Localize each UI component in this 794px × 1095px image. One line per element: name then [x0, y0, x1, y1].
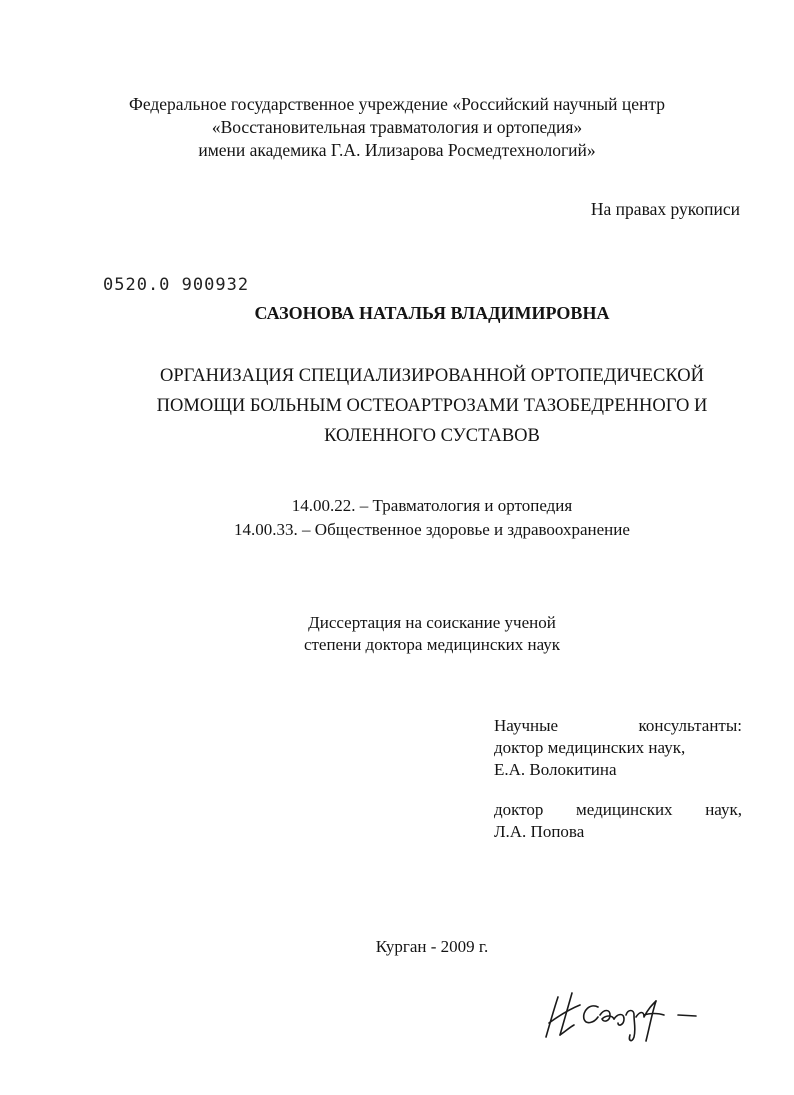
consultants-heading-word: Научные	[494, 716, 559, 735]
title-line-3: КОЛЕННОГО СУСТАВОВ	[324, 426, 540, 446]
dissertation-title	[0, 361, 794, 451]
title-line-2: ПОМОЩИ БОЛЬНЫМ ОСТЕОАРТРОЗАМИ ТАЗОБЕДРЕННОГО И	[156, 396, 708, 416]
consultant-2-degree	[494, 799, 742, 821]
institution-line-2: «Восстановительная травматология и ортопедия»	[211, 117, 583, 137]
degree-line-1: Диссертация на соискание ученой	[308, 613, 556, 632]
author-name: САЗОНОВА НАТАЛЬЯ ВЛАДИМИРОВНА	[254, 303, 610, 323]
manuscript-rights-note: На правах рукописи	[590, 199, 740, 219]
registration-number: 0520.0 900932	[103, 275, 250, 295]
institution-line-3: имени академика Г.А. Илизарова Росмедтехнологий»	[198, 140, 596, 160]
consultant-1-degree: доктор медицинских наук,	[494, 738, 686, 757]
consultants-heading	[494, 715, 742, 737]
specialty-line: 14.00.22. – Травматология и ортопедия	[291, 496, 573, 515]
consultant-2-name: Л.А. Попова	[494, 822, 585, 841]
city-year: Курган - 2009 г.	[375, 937, 489, 956]
degree-line-2: степени доктора медицинских наук	[303, 635, 561, 654]
institution-header	[0, 93, 794, 162]
consultant-1-name: Е.А. Волокитина	[494, 760, 617, 779]
handwritten-signature	[540, 985, 715, 1047]
specialty-line: 14.00.33. – Общественное здоровье и здравоохранение	[234, 520, 630, 539]
consultants-heading-word: консультанты:	[638, 716, 742, 735]
degree-statement	[0, 612, 794, 656]
specialty-codes	[0, 494, 794, 542]
institution-line-1: Федеральное государственное учреждение «Российский научный центр	[129, 94, 665, 114]
consultant-2-degree-word: доктор	[494, 800, 544, 819]
scientific-consultants	[494, 715, 742, 843]
consultant-2-degree-word: медицинских	[576, 800, 673, 819]
consultant-2-degree-word: наук,	[705, 800, 742, 819]
title-line-1: ОРГАНИЗАЦИЯ СПЕЦИАЛИЗИРОВАННОЙ ОРТОПЕДИЧЕСКОЙ	[159, 366, 704, 386]
